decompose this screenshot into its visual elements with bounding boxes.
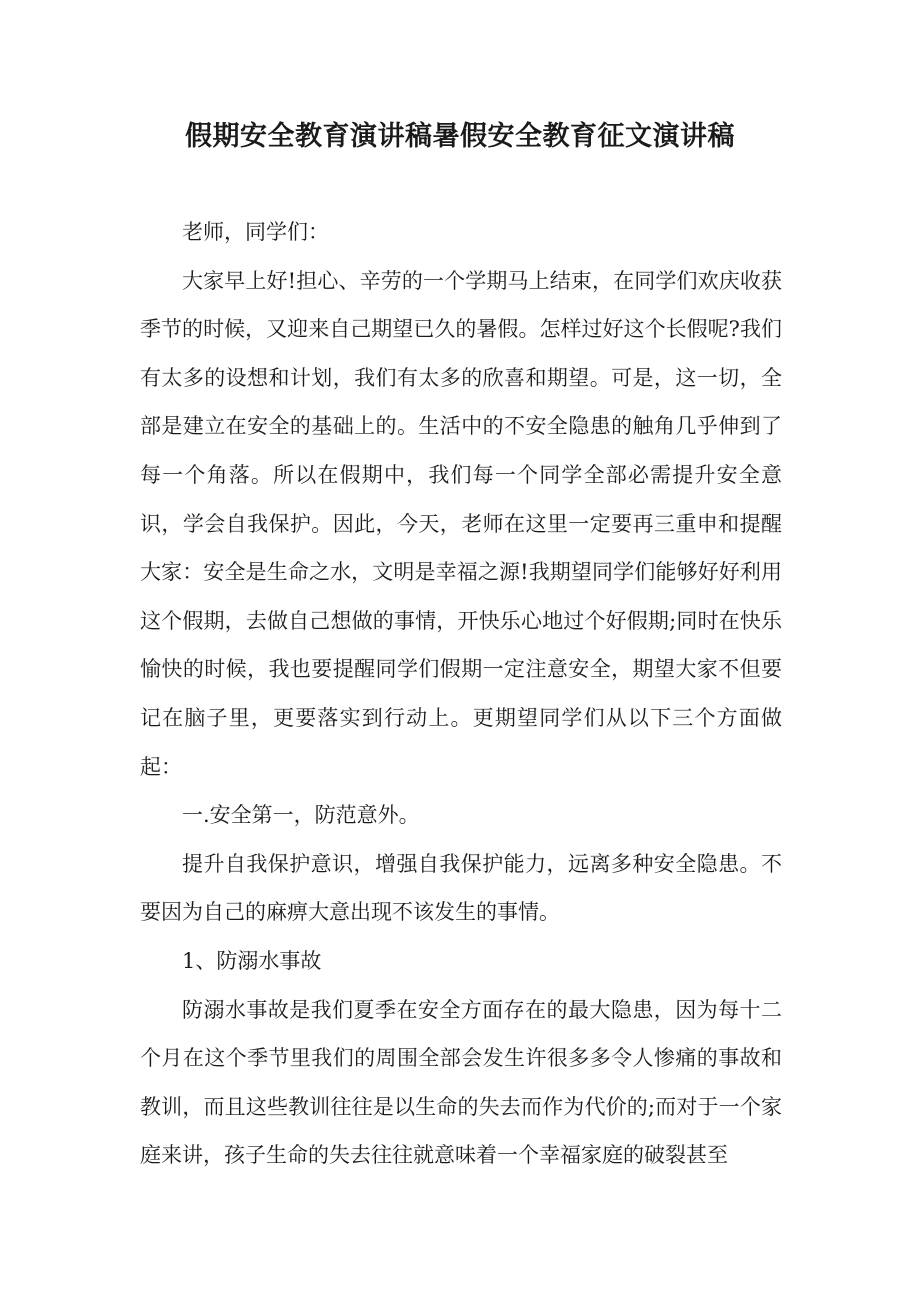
- subheading-drowning-prevention: 1、防溺水事故: [182, 948, 322, 973]
- document-title: 假期安全教育演讲稿暑假安全教育征文演讲稿: [185, 121, 735, 152]
- paragraph-drowning: 防溺水事故是我们夏季在安全方面存在的最大隐患，因为每十二个月在这个季节里我们的周围全部会发生许很多多令人惨痛的事故和教训，而且这些教训往往是以生命的失去而作为代价的;而对于一个家庭来讲，孩子生命的失去往往就意味着一个幸福家庭的破裂甚至: [140, 997, 782, 1168]
- section-heading-safety-first: 一.安全第一，防范意外。: [182, 803, 420, 828]
- paragraph-self-protection: 提升自我保护意识，增强自我保护能力，远离多种安全隐患。不要因为自己的麻痹大意出现不该发生的事情。: [140, 851, 782, 925]
- document-body: [140, 208, 782, 1180]
- paragraph-greeting: 老师，同学们：: [182, 220, 329, 244]
- paragraph-intro: 大家早上好!担心、辛劳的一个学期马上结束，在同学们欢庆收获季节的时候，又迎来自己期望已久的暑假。怎样过好这个长假呢?我们有太多的设想和计划，我们有太多的欣喜和期望。可是，这一切，全部是建立在安全的基础上的。生活中的不安全隐患的触角几乎伸到了每一个角落。所以在假期中，我们每一个同学全部必需提升安全意识，学会自我保护。因此，今天，老师在这里一定要再三重申和提醒大家：安全是生命之水，文明是幸福之源!我期望同学们能够好好利用这个假期，去做自己想做的事情，开快乐心地过个好假期;同时在快乐愉快的时候，我也要提醒同学们假期一定注意安全，期望大家不但要记在脑子里，更要落实到行动上。更期望同学们从以下三个方面做起：: [140, 268, 782, 779]
